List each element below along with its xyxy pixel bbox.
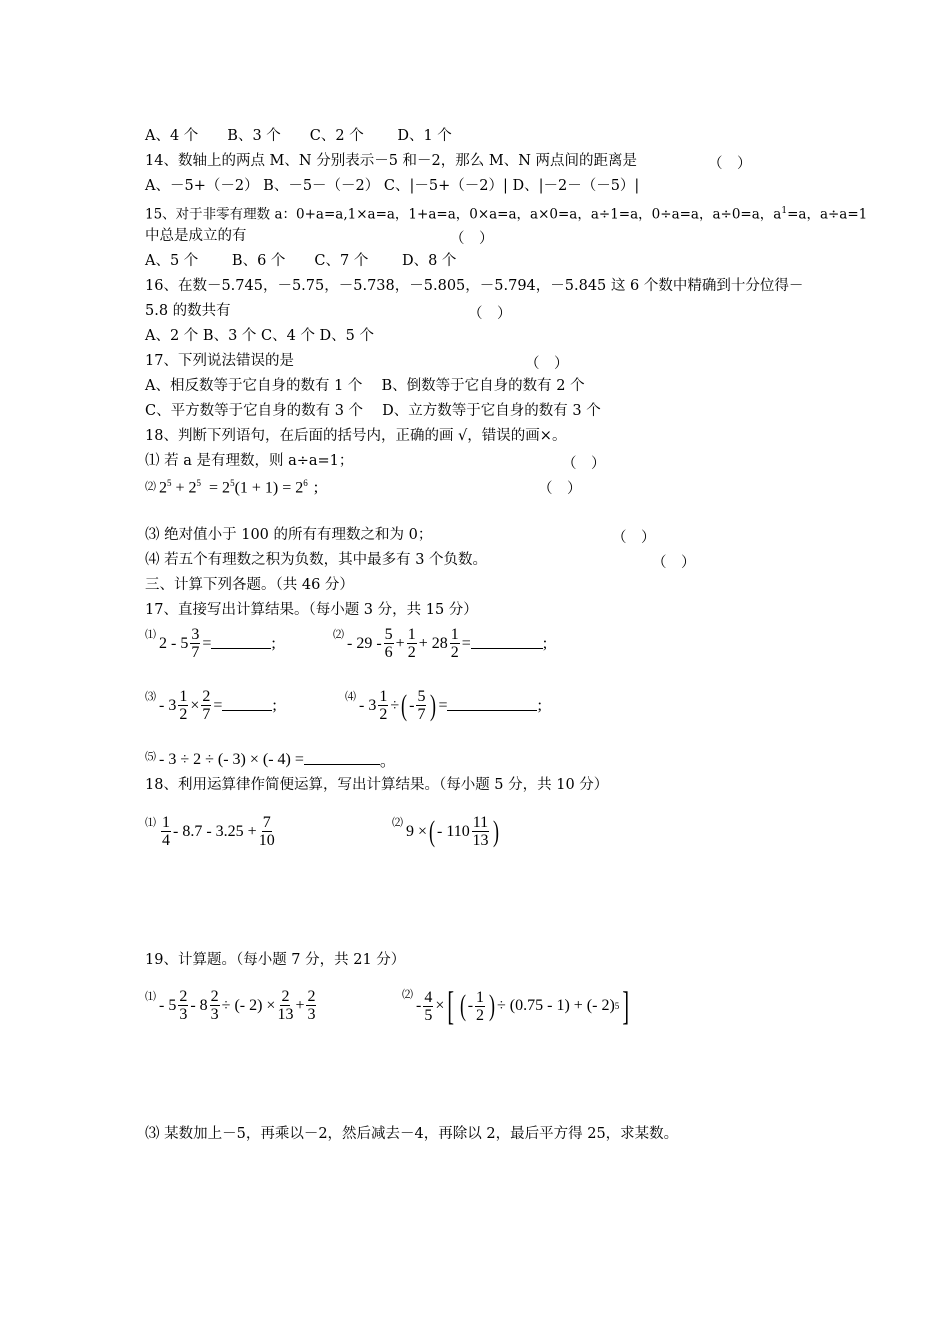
judge-1-paren[interactable]: （ ） — [562, 456, 606, 472]
calc-19-2: ⑵ - $\frac{4}{5}$ × [ ( - $\frac{1}{2}$ ) ÷ (0.75 - 1) + (- 2) 5 ] — [402, 983, 630, 1028]
judge-3: ⑶ 绝对值小于 100 的所有有理数之和为 0； — [145, 527, 433, 543]
q16-options: A、2 个 B、3 个 C、4 个 D、5 个 — [145, 328, 375, 344]
q17-options-2: C、平方数等于它自身的数有 3 个 D、立方数等于它自身的数有 3 个 — [145, 403, 601, 419]
judge-2-formula: ⑵ $2^5 + 2^5 = 2^5(1 + 1) = 2^6$ ; — [145, 478, 319, 497]
q15-stem: 15、对于非零有理数 a：0+a=a,1×a=a，1+a=a，0×a=a，a×0=a，a÷1=a，0÷a=a，a÷0=a，$a^1=a$，a÷a=1 — [145, 206, 868, 223]
q14-answer-paren[interactable]: （ ） — [708, 156, 752, 172]
answer-blank[interactable] — [447, 700, 537, 711]
q15-stem-2: 中总是成立的有 — [145, 228, 247, 244]
q15-answer-paren[interactable]: （ ） — [450, 231, 494, 247]
calc-19-title: 19、计算题。（每小题 7 分，共 21 分） — [145, 952, 406, 968]
judge-4: ⑷ 若五个有理数之积为负数，其中最多有 3 个负数。 — [145, 552, 488, 568]
calc-19-3: ⑶ 某数加上－5，再乘以－2，然后减去－4，再除以 2，最后平方得 25，求某数。 — [145, 1126, 679, 1142]
calc-17-5: ⑸ - 3 ÷ 2 ÷ (- 3) × (- 4) = 。 — [145, 750, 396, 770]
calc-17-4: ⑷ - 3 $\frac{1}{2}$ ÷ ( - $\frac{5}{7}$ ) = ; — [345, 688, 542, 723]
calc-17-1: ⑴ 2 - 5 $\frac{3}{7}$ = ; — [145, 626, 276, 661]
calc-18-1: ⑴ $\frac{1}{4}$ - 8.7 - 3.25 + $\frac{7}{10}$ — [145, 814, 275, 849]
calc-19-1: ⑴ - 5 $\frac{2}{3}$ - 8 $\frac{2}{3}$ ÷ (- 2) × $\frac{2}{13}$ + $\frac{2}{3}$ — [145, 988, 316, 1023]
q16-answer-paren[interactable]: （ ） — [468, 306, 512, 322]
q16-stem-2: 5.8 的数共有 — [145, 303, 231, 319]
q14-options: A、－5+（－2） B、－5－（－2） C、|－5+（－2）| D、|－2－（－5）| — [145, 178, 640, 194]
answer-blank[interactable] — [471, 638, 543, 649]
q14-stem: 14、数轴上的两点 M、N 分别表示－5 和－2，那么 M、N 两点间的距离是 — [145, 153, 638, 169]
calc-18-2: ⑵ 9 × ( - 110 $\frac{11}{13}$ ) — [392, 814, 500, 849]
calc-18-title: 18、利用运算律作简便运算，写出计算结果。（每小题 5 分，共 10 分） — [145, 777, 609, 793]
answer-blank[interactable] — [304, 754, 380, 765]
section-3-title: 三、计算下列各题。（共 46 分） — [145, 577, 354, 593]
answer-blank[interactable] — [222, 700, 272, 711]
q18-stem: 18、判断下列语句，在后面的括号内，正确的画 √，错误的画×。 — [145, 428, 567, 444]
judge-3-paren[interactable]: （ ） — [612, 530, 656, 546]
q17-stem: 17、下列说法错误的是 — [145, 353, 294, 369]
calc-17-3: ⑶ - 3 $\frac{1}{2}$ × $\frac{2}{7}$ = ; — [145, 688, 277, 723]
calc-17-2: ⑵ - 29 - $\frac{5}{6}$ + $\frac{1}{2}$ + 28 $\frac{1}{2}$ = ; — [333, 626, 548, 661]
q15-options: A、5 个 B、6 个 C、7 个 D、8 个 — [145, 253, 457, 269]
judge-2-paren[interactable]: （ ） — [538, 481, 582, 497]
calc-17-title: 17、直接写出计算结果。（每小题 3 分，共 15 分） — [145, 602, 478, 618]
q16-stem: 16、在数－5.745，－5.75，－5.738，－5.805，－5.794，－5.845 这 6 个数中精确到十分位得－ — [145, 278, 804, 294]
judge-1: ⑴ 若 a 是有理数，则 a÷a=1； — [145, 453, 354, 469]
judge-4-paren[interactable]: （ ） — [652, 555, 696, 571]
q13-options: A、4 个 B、3 个 C、2 个 D、1 个 — [145, 128, 452, 144]
q17-answer-paren[interactable]: （ ） — [525, 356, 569, 372]
q17-options-1: A、相反数等于它自身的数有 1 个 B、倒数等于它自身的数有 2 个 — [145, 378, 585, 394]
answer-blank[interactable] — [211, 638, 271, 649]
